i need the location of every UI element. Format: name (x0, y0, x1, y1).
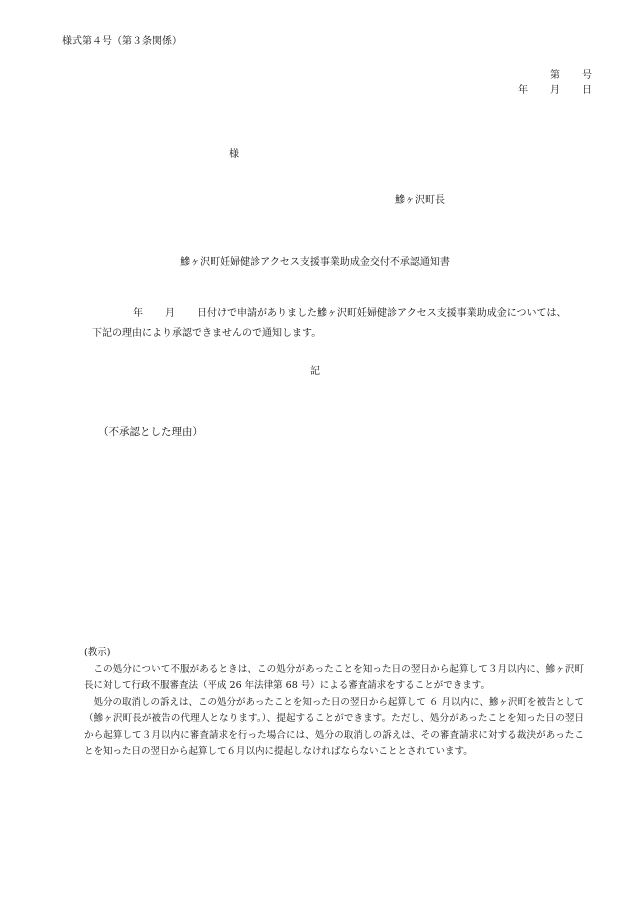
number-go: 号 (582, 70, 592, 81)
issuer-name: 鰺ヶ沢町長 (395, 195, 445, 206)
body-month: 月 (165, 308, 175, 319)
reason-label: （不承認とした理由） (98, 426, 203, 438)
addressee-suffix: 様 (229, 149, 239, 160)
body-year: 年 (133, 308, 143, 319)
date-year: 年 (518, 85, 528, 96)
body-line-2: 下記の理由により承認できませんので通知します。 (92, 328, 322, 339)
date-day: 日 (582, 85, 592, 96)
form-number-label: 様式第４号（第３条関係） (62, 36, 182, 47)
notice-paragraph-lawsuit: 処分の取消しの訴えは、この処分があったことを知った日の翌日から起算して ６ 月以内に、鰺ヶ沢町を被告として（鰺ヶ沢町長が被告の代理人となります。）、提起することができます。ただし、処分があったことを知った日の翌日から起算して３月以内に審査請求を行った場合には、処分の取消しの訴えは、その審査請求に対する裁決があったことを知った日の翌日から起算して６月以内に提起しなければならないこととされています。 (84, 696, 584, 757)
document-number-row (550, 71, 592, 81)
issue-date-row (518, 86, 592, 96)
ki-heading: 記 (310, 366, 320, 377)
notice-paragraph-appeal: この処分について不服があるときは、この処分があったことを知った日の翌日から起算して３月以内に、鰺ヶ沢町長に対して行政不服審査法（平成 26 年法律第 68 号）による審査請求をすることができます。 (84, 663, 584, 691)
document-title: 鰺ヶ沢町妊婦健診アクセス支援事業助成金交付不承認通知書 (180, 257, 450, 268)
body-line-1 (92, 304, 592, 324)
body-paragraph (92, 304, 592, 344)
legal-notice (84, 645, 584, 761)
notice-heading: (教示) (84, 647, 111, 658)
body-line-1-text: 日付けで申請がありました鰺ヶ沢町妊婦健診アクセス支援事業助成金については、 (197, 308, 567, 319)
number-dai: 第 (550, 70, 560, 81)
date-month: 月 (550, 85, 560, 96)
